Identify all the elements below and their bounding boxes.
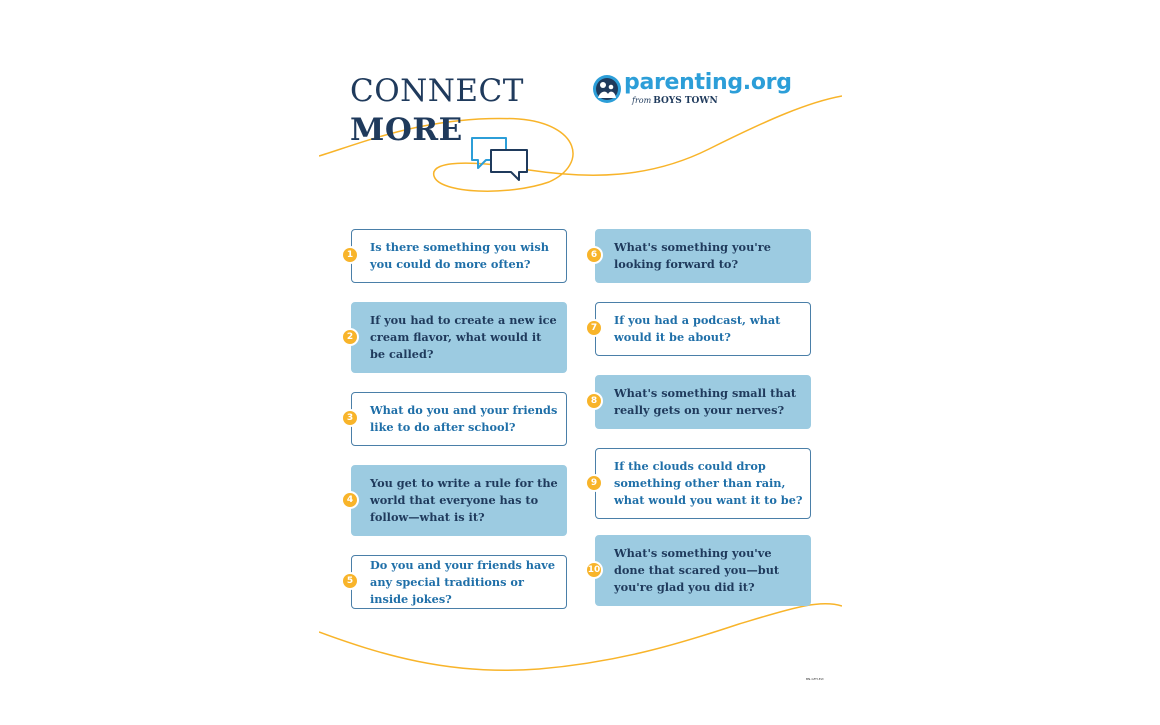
logo-wordmark: parenting.org bbox=[624, 70, 792, 95]
question-card-3 bbox=[351, 392, 567, 446]
question-text: What's something you're looking forward to? bbox=[614, 240, 771, 271]
parenting-org-logo bbox=[592, 70, 792, 114]
question-number-badge: 8 bbox=[585, 392, 603, 410]
question-card-2 bbox=[351, 302, 567, 373]
question-number-badge: 3 bbox=[341, 409, 359, 427]
question-card-9 bbox=[595, 448, 811, 519]
question-card-5 bbox=[351, 555, 567, 609]
poster-page bbox=[319, 64, 842, 694]
question-text: What's something small that really gets on your nerves? bbox=[614, 386, 797, 417]
question-card-4 bbox=[351, 465, 567, 536]
parenting-logo-mark-icon bbox=[592, 74, 622, 104]
question-card-1 bbox=[351, 229, 567, 283]
question-text: Is there something you wish you could do more often? bbox=[370, 240, 549, 271]
title-connect: CONNECT bbox=[350, 73, 524, 109]
question-card-10 bbox=[595, 535, 811, 606]
question-number-badge: 4 bbox=[341, 491, 359, 509]
question-card-7 bbox=[595, 302, 811, 356]
bottom-swoosh-line bbox=[319, 604, 842, 671]
logo-org: BOYS TOWN bbox=[653, 96, 718, 106]
question-text: If the clouds could drop something other than rain, what would you want it to be? bbox=[614, 459, 803, 507]
logo-tagline bbox=[632, 97, 718, 106]
question-text: You get to write a rule for the world that everyone has to follow—what is it? bbox=[370, 476, 558, 524]
chat-bubbles-icon bbox=[469, 134, 534, 186]
question-number-badge: 9 bbox=[585, 474, 603, 492]
question-number-badge: 5 bbox=[341, 572, 359, 590]
question-number-badge: 10 bbox=[585, 561, 603, 579]
question-number-badge: 2 bbox=[341, 328, 359, 346]
question-number-badge: 1 bbox=[341, 246, 359, 264]
logo-from: from bbox=[632, 96, 652, 105]
question-number-badge: 6 bbox=[585, 246, 603, 264]
footer-code: BN-GFH-Ext bbox=[806, 677, 824, 681]
question-card-8 bbox=[595, 375, 811, 429]
title-more: MORE bbox=[350, 112, 463, 148]
question-text: If you had to create a new ice cream flavor, what would it be called? bbox=[370, 313, 557, 361]
question-text: Do you and your friends have any special traditions or inside jokes? bbox=[370, 557, 556, 606]
question-text: What do you and your friends like to do after school? bbox=[370, 403, 558, 434]
question-text: If you had a podcast, what would it be about? bbox=[614, 313, 781, 344]
question-text: What's something you've done that scared you—but you're glad you did it? bbox=[614, 546, 780, 594]
question-number-badge: 7 bbox=[585, 319, 603, 337]
question-card-6 bbox=[595, 229, 811, 283]
